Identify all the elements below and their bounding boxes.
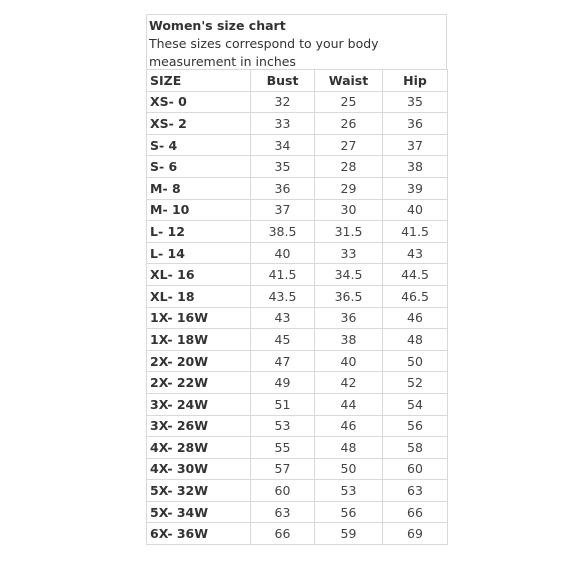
hip-cell: 60 [383,458,448,480]
waist-cell: 33 [315,242,383,264]
table-row [147,329,448,351]
table-row [147,415,448,437]
bust-cell: 53 [251,415,315,437]
size-cell: 3X- 24W [147,393,251,415]
waist-cell: 30 [315,199,383,221]
table-row [147,285,448,307]
waist-cell: 36 [315,307,383,329]
size-chart [146,14,447,545]
size-cell: L- 14 [147,242,251,264]
size-cell: XL- 18 [147,285,251,307]
waist-cell: 48 [315,437,383,459]
hip-cell: 52 [383,372,448,394]
waist-cell: 27 [315,134,383,156]
bust-cell: 57 [251,458,315,480]
hip-cell: 41.5 [383,221,448,243]
table-row [147,458,448,480]
size-chart-caption [146,14,447,69]
header-bust: Bust [251,70,315,92]
size-cell: S- 4 [147,134,251,156]
hip-cell: 54 [383,393,448,415]
table-row [147,523,448,545]
bust-cell: 40 [251,242,315,264]
chart-title: Women's size chart [149,18,286,33]
bust-cell: 34 [251,134,315,156]
hip-cell: 50 [383,350,448,372]
table-row [147,113,448,135]
bust-cell: 35 [251,156,315,178]
size-cell: XS- 2 [147,113,251,135]
size-cell: S- 6 [147,156,251,178]
waist-cell: 38 [315,329,383,351]
waist-cell: 31.5 [315,221,383,243]
table-row [147,177,448,199]
table-row [147,437,448,459]
table-body [147,91,448,544]
hip-cell: 40 [383,199,448,221]
size-cell: M- 10 [147,199,251,221]
waist-cell: 59 [315,523,383,545]
bust-cell: 41.5 [251,264,315,286]
hip-cell: 44.5 [383,264,448,286]
waist-cell: 46 [315,415,383,437]
hip-cell: 43 [383,242,448,264]
bust-cell: 38.5 [251,221,315,243]
size-cell: 1X- 18W [147,329,251,351]
table-row [147,501,448,523]
table-row [147,134,448,156]
bust-cell: 33 [251,113,315,135]
bust-cell: 32 [251,91,315,113]
size-cell: XS- 0 [147,91,251,113]
waist-cell: 28 [315,156,383,178]
size-cell: 2X- 22W [147,372,251,394]
waist-cell: 50 [315,458,383,480]
bust-cell: 43 [251,307,315,329]
table-row [147,307,448,329]
size-cell: L- 12 [147,221,251,243]
hip-cell: 37 [383,134,448,156]
chart-subtitle: These sizes correspond to your body measurement in inches [149,36,379,69]
hip-cell: 36 [383,113,448,135]
bust-cell: 45 [251,329,315,351]
table-row [147,372,448,394]
waist-cell: 56 [315,501,383,523]
waist-cell: 34.5 [315,264,383,286]
waist-cell: 36.5 [315,285,383,307]
bust-cell: 49 [251,372,315,394]
hip-cell: 69 [383,523,448,545]
size-cell: M- 8 [147,177,251,199]
size-cell: 6X- 36W [147,523,251,545]
size-cell: XL- 16 [147,264,251,286]
bust-cell: 36 [251,177,315,199]
waist-cell: 25 [315,91,383,113]
bust-cell: 63 [251,501,315,523]
table-row [147,480,448,502]
hip-cell: 48 [383,329,448,351]
size-cell: 1X- 16W [147,307,251,329]
waist-cell: 44 [315,393,383,415]
table-row [147,264,448,286]
table-row [147,156,448,178]
size-cell: 5X- 34W [147,501,251,523]
header-size: SIZE [147,70,251,92]
hip-cell: 56 [383,415,448,437]
bust-cell: 37 [251,199,315,221]
size-cell: 4X- 28W [147,437,251,459]
bust-cell: 47 [251,350,315,372]
table-row [147,242,448,264]
table-row [147,221,448,243]
table-row [147,199,448,221]
bust-cell: 55 [251,437,315,459]
hip-cell: 66 [383,501,448,523]
hip-cell: 46.5 [383,285,448,307]
size-cell: 4X- 30W [147,458,251,480]
size-table [146,69,448,545]
hip-cell: 38 [383,156,448,178]
hip-cell: 46 [383,307,448,329]
table-row [147,350,448,372]
size-cell: 3X- 26W [147,415,251,437]
bust-cell: 60 [251,480,315,502]
hip-cell: 63 [383,480,448,502]
header-row [147,70,448,92]
waist-cell: 29 [315,177,383,199]
size-cell: 5X- 32W [147,480,251,502]
table-row [147,393,448,415]
hip-cell: 58 [383,437,448,459]
hip-cell: 35 [383,91,448,113]
bust-cell: 43.5 [251,285,315,307]
header-waist: Waist [315,70,383,92]
waist-cell: 26 [315,113,383,135]
waist-cell: 53 [315,480,383,502]
waist-cell: 40 [315,350,383,372]
bust-cell: 66 [251,523,315,545]
waist-cell: 42 [315,372,383,394]
table-row [147,91,448,113]
size-cell: 2X- 20W [147,350,251,372]
bust-cell: 51 [251,393,315,415]
header-hip: Hip [383,70,448,92]
hip-cell: 39 [383,177,448,199]
